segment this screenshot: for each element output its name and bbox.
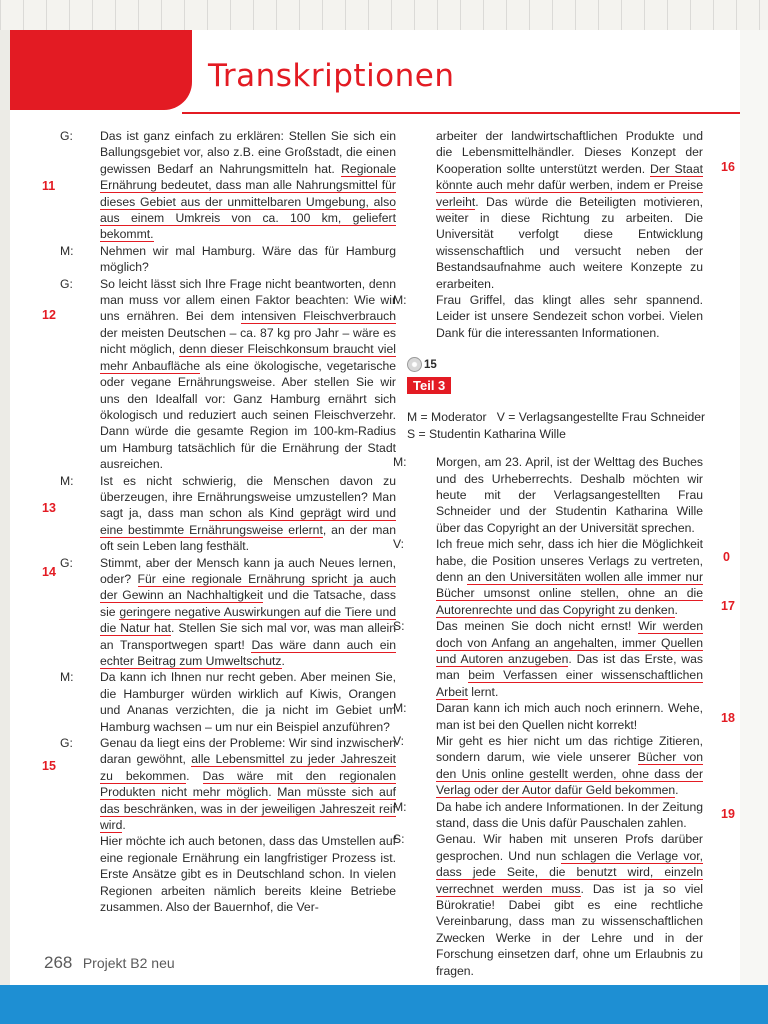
section-badge: Teil 3 bbox=[407, 377, 451, 394]
legend-line: S = Studentin Katharina Wille bbox=[407, 426, 566, 441]
dialogue-text: Mir geht es hier nicht um das richtige Zitieren, sondern darum, wie viele unserer Bücher von den Unis online gestellt werden, ohne dass der Verlag oder der Autor dafür Geld bekommen. bbox=[436, 734, 703, 798]
header-rule bbox=[182, 112, 740, 114]
speaker-label: M: bbox=[60, 473, 74, 488]
dialogue-entry bbox=[60, 555, 396, 670]
margin-number: 11 bbox=[42, 179, 56, 193]
dialogue-text: Das ist ganz einfach zu erklären: Stellen Sie sich ein Ballungsgebiet vor, also z.B. eine Großstadt, die einen gewissen Bedarf an Nahrungsmitteln hat. Regionale Ernährung bedeutet, dass man alle Nahrungsmittel für dieses Gebiet aus der unmittelbaren Umgebung, also aus einem Umkreis von ca. 100 km, geliefert bekommt. bbox=[100, 129, 396, 242]
dialogue-text: Morgen, am 23. April, ist der Welttag des Buches und des Urheberrechts. Deshalb möchten wir heute mit der Verlagsangestellten Frau Schneider und der Studentin Katharina Wille über das Copyright an der Universität sprechen. bbox=[436, 455, 703, 535]
dialogue-entry bbox=[393, 799, 703, 832]
cd-icon bbox=[407, 357, 422, 372]
page-footer bbox=[44, 953, 175, 973]
speaker-label: M: bbox=[393, 293, 407, 308]
dialogue-text: Stimmt, aber der Mensch kann ja auch Neues lernen, oder? Für eine regionale Ernährung spricht ja auch der Gewinn an Nachhaltigkeit und die Tatsache, dass sie geringere negative Auswirkungen auf die Tiere und die Natur hat. Stellen Sie sich mal vor, was man allein an Transportwegen spart! Das wäre dann auch ein echter Beitrag zum Umweltschutz. bbox=[100, 555, 396, 668]
footer-color-bar bbox=[0, 985, 768, 1024]
speaker-label: M: bbox=[393, 455, 407, 470]
dialogue-text: Genau da liegt eins der Probleme: Wir sind inzwischen daran gewöhnt, alle Lebensmittel zu jeder Jahreszeit zu bekommen. Das wäre mit den regionalen Produkten nicht mehr möglich. Man müsste sich auf das beschränken, was in der jeweiligen Jahreszeit reif wird. bbox=[100, 736, 397, 833]
dialogue-entry bbox=[60, 128, 396, 243]
dialogue-entry bbox=[393, 292, 703, 341]
dialogue-text: arbeiter der landwirtschaftlichen Produkte und die Lebensmittelhändler. Dieses Konzept der Kooperation sollte unterstützt werden. Der Staat könnte auch mehr dafür werben, indem er Preise verleiht. Das würde die Beteiligten motivieren, weiter in diese Richtung zu arbeiten. Die Universität verfolgt diese Entwicklung wissenschaftlich und versucht neben der Bestandsaufnahme auch weitere Konzepte zu erarbeiten. bbox=[436, 129, 703, 291]
margin-number: 16 bbox=[721, 160, 735, 174]
dialogue-entry bbox=[393, 618, 703, 700]
left-column bbox=[60, 128, 396, 916]
underlined-phrase: Für eine regionale Ernährung spricht ja auch der Gewinn an Nachhaltigkeit bbox=[100, 571, 396, 603]
dialogue-text: Frau Griffel, das klingt alles sehr spannend. Leider ist unsere Sendezeit schon vorbei. Vielen Dank für die interessanten Informationen. bbox=[436, 293, 703, 340]
speaker-legend bbox=[407, 409, 706, 442]
underlined-phrase: beim Verfassen einer wissenschaftlichen Arbeit bbox=[436, 668, 703, 699]
margin-number: 17 bbox=[721, 599, 735, 613]
underlined-phrase: Das wäre dann auch ein echter Beitrag zum Umweltschutz bbox=[100, 637, 396, 668]
dialogue-entry bbox=[60, 735, 396, 915]
dialogue-text: So leicht lässt sich Ihre Frage nicht beantworten, denn man muss vor allem einen Faktor beachten: Wie wir uns ernähren. Bei dem intensiven Fleischverbrauch der meisten Deutschen – ca. 87 kg pro Jahr – wäre es nicht möglich, denn dieser Fleischkonsum braucht viel mehr Anbaufläche als eine ökologische, vegetarische oder vegane Ernährungsweise. Aber stellen Sie wir uns den Idealfall vor: Ganz Hamburg ernährt sich ökologisch und reduziert auch seinen Fleischverzehr. Dann würde die gesamte Region im 100-km-Radius um Hamburg tatsächlich für die Ernährung der Stadt ausreichen. bbox=[100, 276, 396, 472]
dialogue-entry bbox=[393, 454, 703, 536]
dialogue-text: Da kann ich Ihnen nur recht geben. Aber meinen Sie, die Hamburger würden wirklich auf Kiwis, Orangen und Ananas verzichten, die ja nicht im Gebiet um Hamburg wachsen – um nur ein Beispiel anzuführen? bbox=[100, 670, 396, 734]
margin-number: 12 bbox=[42, 308, 56, 322]
underlined-phrase: schon als Kind geprägt wird und eine bestimmte Ernährungsweise erlernt bbox=[100, 506, 396, 537]
underlined-phrase: Regionale Ernährung bedeutet, dass man alle Nahrungsmittel für dieses Gebiet aus der unmittelbaren Umgebung, also aus einem Umkreis von ca. 100 km, geliefert bekommt. bbox=[100, 161, 396, 242]
speaker-label: M: bbox=[393, 701, 407, 716]
legend-line: M = Moderator V = Verlagsangestellte Frau Schneider bbox=[407, 410, 706, 425]
dialogue-entry bbox=[393, 700, 703, 733]
speaker-label: G: bbox=[60, 276, 73, 291]
speaker-label: V: bbox=[393, 537, 405, 552]
dialogue-entry bbox=[60, 276, 396, 473]
page-title: Transkriptionen bbox=[208, 58, 455, 94]
dialogue-text: Ich freue mich sehr, dass ich hier die Möglichkeit habe, die Position unseres Verlags zu vertreten, denn an den Universitäten wollen alle immer nur Bücher umsonst online stellen, ohne an die Autorenrechte und das Copyright zu denken. bbox=[436, 537, 703, 617]
dialogue-text: Daran kann ich mich auch noch erinnern. Wehe, man ist bei den Quellen nicht korrekt! bbox=[436, 701, 703, 732]
page bbox=[10, 30, 740, 985]
underlined-phrase: denn dieser Fleischkonsum braucht viel mehr Anbaufläche bbox=[100, 342, 396, 373]
underlined-phrase: Bücher von den Unis online gestellt werden, ohne dass der Verlag oder der Autor dafür Geld bekommen bbox=[436, 750, 703, 798]
underlined-phrase: alle Lebensmittel zu jeder Jahreszeit zu bekommen bbox=[100, 752, 396, 783]
dialogue-entry bbox=[393, 536, 703, 618]
speaker-label: S: bbox=[393, 832, 405, 847]
margin-number: 18 bbox=[721, 711, 735, 725]
audio-track bbox=[393, 357, 703, 373]
header-red-tab bbox=[10, 30, 192, 110]
speaker-label: G: bbox=[60, 555, 73, 570]
margin-number: 13 bbox=[42, 501, 56, 515]
underlined-phrase: Wir werden doch von Anfang an angehalten, immer Quellen und Autoren anzugeben bbox=[436, 619, 703, 666]
underlined-phrase: Das wäre mit den regionalen Produkten nicht mehr möglich bbox=[100, 768, 397, 800]
dialogue-entry bbox=[393, 831, 703, 979]
dialogue-entry bbox=[393, 128, 703, 292]
dialogue-text: Da habe ich andere Informationen. In der Zeitung stand, dass die Unis dafür Pauschalen zahlen. bbox=[436, 799, 703, 831]
underlined-phrase: Der Staat könnte auch mehr dafür werben, indem er Preise verleiht bbox=[436, 161, 703, 209]
dialogue-entry bbox=[60, 669, 396, 735]
right-column bbox=[393, 128, 706, 979]
underlined-phrase: intensiven Fleischverbrauch bbox=[241, 309, 396, 324]
dialogue-entry bbox=[60, 473, 396, 555]
dialogue-text-continued: Hier möchte ich auch betonen, dass das Umstellen auf eine regionale Ernährung ein langfristiger Prozess ist. Erste Ansätze gibt es in Deutschland schon. In vielen Regionen arbeiten nämlich bereits kleine Betriebe zusammen. Also der Bauernhof, die Ver- bbox=[100, 834, 396, 915]
speaker-label: G: bbox=[60, 129, 73, 143]
dialogue-text: Genau. Wir haben mit unseren Profs darüber gesprochen. Und nun schlagen die Verlage vor, dass jede Seite, die benutzt wird, einzeln verrechnet werden muss. Das ist ja so viel Bürokratie! Dabei gibt es eine rechtliche Vereinbarung, dass man zu wissenschaftlichen Zwecken Werke in der Lehre und in der Forschung einsetzen darf, ohne um Erlaubnis zu fragen. bbox=[436, 832, 703, 978]
underlined-phrase: Man müsste sich auf das beschränken, was in der jeweiligen Jahreszeit reif wird bbox=[100, 785, 396, 833]
margin-number: 14 bbox=[42, 565, 56, 579]
speaker-label: M: bbox=[60, 243, 74, 258]
dialogue-entry bbox=[60, 243, 396, 276]
margin-number: 0 bbox=[723, 550, 730, 564]
dialogue-text: Ist es nicht schwierig, die Menschen davon zu überzeugen, ihre Ernährungsweise umzustellen? Man sagt ja, dass man schon als Kind geprägt wird und eine bestimmte Ernährungsweise erlernt, an der man oft sein Leben lang festhält. bbox=[100, 473, 396, 554]
grid-paper-edge bbox=[0, 0, 768, 30]
page-number: 268 bbox=[44, 953, 73, 972]
book-title: Projekt B2 neu bbox=[82, 955, 175, 971]
speaker-label: M: bbox=[393, 799, 407, 814]
dialogue-text: Das meinen Sie doch nicht ernst! Wir werden doch von Anfang an angehalten, immer Quellen und Autoren anzugeben. Das ist das Erste, was man beim Verfassen einer wissenschaftlichen Arbeit lernt. bbox=[436, 619, 703, 699]
underlined-phrase: an den Universitäten wollen alle immer nur Bücher umsonst online stellen, ohne an die Autorenrechte und das Copyright zu denken bbox=[436, 569, 703, 617]
track-number: 15 bbox=[424, 359, 437, 372]
speaker-label: V: bbox=[393, 734, 405, 748]
margin-number: 19 bbox=[721, 807, 735, 821]
speaker-label: M: bbox=[60, 670, 74, 685]
speaker-label: G: bbox=[60, 736, 73, 751]
underlined-phrase: geringere negative Auswirkungen auf die Tiere und die Natur hat bbox=[100, 604, 396, 636]
margin-number: 15 bbox=[42, 759, 56, 773]
page-right-edge bbox=[740, 30, 768, 985]
dialogue-text: Nehmen wir mal Hamburg. Wäre das für Hamburg möglich? bbox=[100, 243, 396, 275]
speaker-label: S: bbox=[393, 619, 405, 634]
dialogue-entry bbox=[393, 733, 703, 799]
underlined-phrase: schlagen die Verlage vor, dass jede Seite, die benutzt wird, einzeln verrechnet werden muss bbox=[436, 848, 703, 896]
